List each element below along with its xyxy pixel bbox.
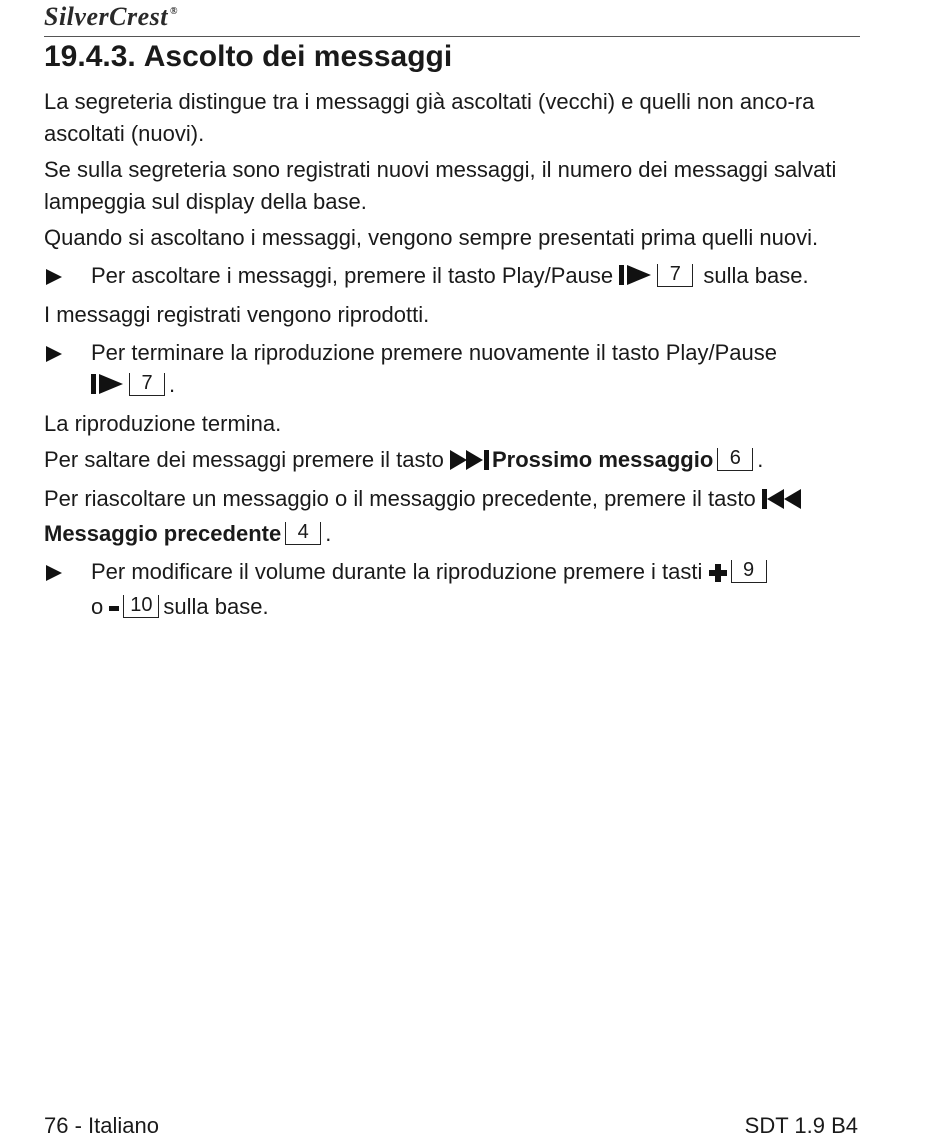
paragraph-order: Quando si ascoltano i messaggi, vengono sempre presentati prima quelli nuovi. [44, 225, 819, 250]
replay-suffix: . [325, 521, 332, 546]
model-number: SDT 1.9 B4 [744, 1113, 858, 1138]
step-stop [44, 337, 860, 404]
replay-button-label: Messaggio precedente [44, 521, 282, 546]
reference-number: 4 [285, 522, 321, 545]
paragraph-new-messages: Se sulla segreteria sono registrati nuovi messaggi, il numero dei messaggi salvati lampeggia sul display della base. [44, 157, 837, 214]
bullet-arrow-icon [46, 565, 62, 581]
reference-number: 6 [717, 448, 753, 471]
result-stop: La riproduzione termina. [44, 411, 282, 436]
paragraph-intro: La segreteria distingue tra i messaggi già ascoltati (vecchi) e quelli non anco-ra ascoltati (nuovi). [44, 89, 815, 146]
section-heading [44, 40, 860, 74]
section-number: 19.4.3. [44, 40, 136, 73]
skip-text: Per saltare dei messaggi premere il tasto [44, 447, 444, 472]
skip-instruction [44, 444, 860, 479]
step-stop-suffix: . [169, 372, 176, 397]
step-play-text: Per ascoltare i messaggi, premere il tasto Play/Pause [91, 263, 614, 288]
reference-number: 10 [123, 595, 159, 618]
step-volume-suffix: sulla base. [163, 594, 269, 619]
step-stop-text: Per terminare la riproduzione premere nuovamente il tasto Play/Pause [91, 340, 778, 365]
section-title: Ascolto dei messaggi [143, 40, 453, 73]
step-volume-text: Per modificare il volume durante la riproduzione premere i tasti [91, 559, 703, 584]
result-playback: I messaggi registrati vengono riprodotti. [44, 302, 430, 327]
step-play-suffix: sulla base. [703, 263, 809, 288]
previous-track-icon [762, 486, 804, 518]
skip-suffix: . [757, 447, 764, 472]
header-divider [44, 36, 860, 37]
section-body [44, 86, 860, 630]
plus-icon [709, 559, 727, 591]
reference-number: 9 [731, 560, 767, 583]
reference-number: 7 [129, 373, 165, 396]
skip-button-label: Prossimo messaggio [491, 447, 714, 472]
replay-text: Per riascoltare un messaggio o il messaggio precedente, premere il tasto [44, 486, 756, 511]
brand-logo [44, 2, 178, 32]
registered-mark: ® [169, 6, 178, 17]
page-number: 76 - Italiano [44, 1113, 159, 1138]
or-text: o [91, 594, 104, 619]
play-pause-icon [91, 372, 125, 404]
replay-instruction [44, 483, 860, 550]
bullet-arrow-icon [46, 269, 62, 285]
bullet-arrow-icon [46, 346, 62, 362]
brand-name: SilverCrest [44, 2, 168, 31]
step-play [44, 260, 860, 295]
play-pause-icon [619, 263, 653, 295]
reference-number: 7 [657, 264, 693, 287]
next-track-icon [450, 447, 492, 479]
minus-icon [109, 594, 119, 626]
step-volume [44, 556, 860, 626]
